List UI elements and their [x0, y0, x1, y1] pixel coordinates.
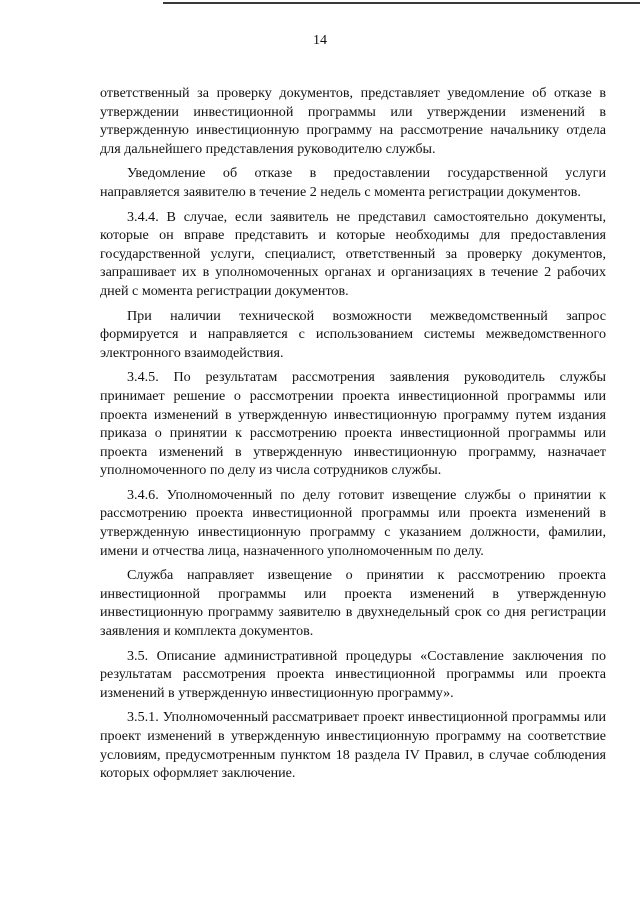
- paragraph-3-4-5: 3.4.5. По результатам рассмотрения заявления руководитель службы принимает решение о рассмотрении проекта инвестиционной программы или проекта изменений в утвержденную инвестиционную программу путем издания приказа о принятии к рассмотрению проекта инвестиционной программы или проекта изменений в утвержденную инвестиционную программу, назначает уполномоченного по делу из числа сотрудников службы.: [100, 369, 606, 479]
- paragraph-service-notice: Служба направляет извещение о принятии к рассмотрению проекта инвестиционной программы или проекта изменений в утвержденную инвестиционную программу заявителю в двухнедельный срок со дня регистрации заявления и комплекта документов.: [100, 567, 606, 640]
- document-body: [100, 84, 606, 789]
- paragraph-3-5-1: 3.5.1. Уполномоченный рассматривает проект инвестиционной программы или проект изменений в утвержденную инвестиционную программу на соответствие условиям, предусмотренным пунктом 18 раздела IV Правил, в случае соблюдения которых оформляет заключение.: [100, 709, 606, 782]
- top-rule: [163, 2, 640, 4]
- paragraph-3-4-6: 3.4.6. Уполномоченный по делу готовит извещение службы о принятии к рассмотрению проекта инвестиционной программы или проекта изменений в утвержденную инвестиционную программу с указанием должности, фамилии, имени и отчества лица, назначенного уполномоченным по делу.: [100, 486, 606, 559]
- paragraph-3-5: 3.5. Описание административной процедуры «Составление заключения по результатам рассмотрения проекта инвестиционной программы или проекта изменений в утвержденную инвестиционную программу».: [100, 647, 606, 701]
- page-number: 14: [313, 33, 327, 48]
- paragraph-continued: ответственный за проверку документов, представляет уведомление об отказе в утверждении инвестиционной программы или утверждении изменений в утвержденную инвестиционную программу на рассмотрение начальнику отдела для дальнейшего представления руководителю службы.: [100, 85, 606, 157]
- paragraph-refusal-notice: Уведомление об отказе в предоставлении государственной услуги направляется заявителю в течение 2 недель с момента регистрации документов.: [100, 165, 606, 200]
- paragraph-interdepartmental-request: При наличии технической возможности межведомственный запрос формируется и направляется с использованием системы межведомственного электронного взаимодействия.: [100, 307, 606, 361]
- paragraph-3-4-4: 3.4.4. В случае, если заявитель не представил самостоятельно документы, которые он вправе представить и которые необходимы для предоставления государственной услуги, специалист, ответственный за проверку документов, запрашивает их в уполномоченных органах и организациях в течение 2 рабочих дней с момента регистрации документов.: [100, 208, 606, 299]
